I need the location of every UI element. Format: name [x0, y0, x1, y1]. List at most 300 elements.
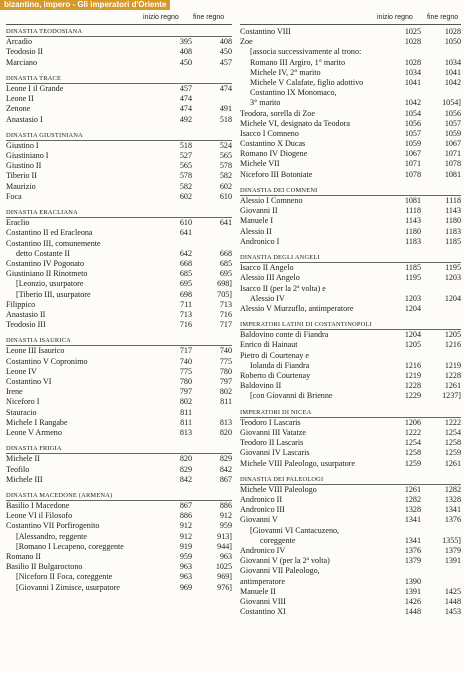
reign-end: 705] — [217, 289, 232, 299]
emperor-row — [240, 438, 461, 448]
emperor-row — [240, 216, 461, 226]
reign-start: 716 — [179, 320, 192, 330]
reign-end: 820 — [219, 427, 232, 437]
left-col-end-header: fine regno — [193, 14, 225, 21]
emperor-name: Arcadio — [6, 37, 33, 47]
emperor-name: Costantino VI — [6, 377, 52, 386]
header-bar — [0, 0, 465, 10]
emperor-name: Costantino X Ducas — [240, 139, 306, 149]
emperor-row — [240, 273, 461, 283]
emperor-name: Leone IV — [6, 366, 37, 376]
reign-start: 1448 — [404, 607, 421, 617]
emperor-name: Zenone — [6, 104, 31, 114]
emperor-row — [240, 304, 461, 314]
emperor-row — [240, 227, 461, 237]
emperor-row — [240, 587, 461, 597]
emperor-name: Maurizio — [6, 181, 36, 191]
emperor-name: Stauracio — [6, 407, 37, 417]
emperor-name: Romano II — [6, 552, 41, 561]
emperor-name: antimperatore — [240, 576, 285, 586]
emperor-row — [240, 37, 461, 47]
reign-end: 1259 — [444, 448, 461, 458]
emperor-name: Teodoro I Lascaris — [240, 417, 301, 427]
reign-start: 1216 — [404, 360, 421, 370]
reign-end: 1056 — [444, 108, 461, 118]
emperor-row — [6, 290, 232, 300]
reign-end: 1355] — [442, 535, 461, 545]
reign-start: 811 — [180, 407, 192, 417]
reign-end: 969] — [217, 572, 232, 582]
emperor-row — [6, 408, 232, 418]
reign-start: 1025 — [404, 27, 421, 36]
emperor-row — [240, 448, 461, 458]
emperor-name: Alessio III Angelo — [240, 273, 300, 283]
emperor-row — [240, 119, 461, 129]
reign-start: 963 — [179, 572, 192, 582]
emperor-row — [240, 196, 461, 206]
emperor-name: [Alessandro, reggente — [16, 531, 88, 541]
emperor-row — [6, 161, 232, 171]
emperor-row — [240, 78, 461, 88]
emperor-name: Giustino II — [6, 161, 42, 171]
emperor-row — [240, 129, 461, 139]
emperor-row — [240, 556, 461, 566]
emperor-row — [240, 68, 461, 78]
reign-end: 1391 — [444, 556, 461, 566]
reign-end: 578 — [219, 161, 232, 171]
reign-end: 1042 — [444, 77, 461, 87]
emperor-name: Zoe — [240, 37, 253, 47]
reign-end: 716 — [219, 309, 232, 319]
emperor-name: Anastasio II — [6, 309, 46, 319]
emperor-row — [240, 206, 461, 216]
emperor-row — [240, 607, 461, 617]
reign-end: 457 — [219, 57, 232, 67]
emperor-row — [240, 361, 461, 371]
emperor-name: Michele II — [6, 454, 40, 464]
emperor-row — [240, 577, 461, 587]
reign-start: 1204 — [404, 303, 421, 313]
emperor-name: Michele V Calafate, figlio adottivo — [250, 77, 364, 87]
reign-end: 717 — [219, 320, 232, 330]
page-title: bizantino, impero - Gli imperatori d'Oriente — [0, 0, 170, 10]
reign-end: 829 — [219, 454, 232, 464]
emperor-row — [240, 109, 461, 119]
left-top-rule — [6, 24, 232, 25]
reign-start: 610 — [179, 218, 192, 228]
reign-start: 1042 — [404, 98, 421, 108]
reign-start: 474 — [179, 94, 192, 104]
reign-end: 1205 — [444, 330, 461, 340]
emperor-name: Alessio II — [240, 226, 272, 236]
dynasty-heading — [240, 408, 461, 418]
dynasty-heading-text: IMPERATORI LATINI DI COSTANTINOPOLI — [240, 321, 372, 329]
reign-end: 685 — [219, 258, 232, 268]
emperor-row — [6, 218, 232, 228]
reign-end: 802 — [219, 387, 232, 397]
emperor-row — [6, 346, 232, 356]
emperor-name: Foca — [6, 191, 22, 201]
emperor-name: Teodora, sorella di Zoe — [240, 108, 315, 118]
emperor-name: Andronico IV — [240, 546, 286, 555]
emperor-row — [6, 37, 232, 47]
reign-start: 740 — [179, 356, 192, 366]
reign-start: 912 — [179, 521, 192, 531]
emperor-name: Anastasio I — [6, 114, 43, 124]
emperor-name: Baldovino II — [240, 381, 282, 391]
emperor-row — [240, 391, 461, 401]
dynasty-heading — [6, 336, 232, 346]
reign-end: 842 — [219, 464, 232, 474]
emperor-row — [6, 300, 232, 310]
emperor-name: Costantino VII Porfirogenito — [6, 521, 100, 531]
reign-end: 775 — [219, 356, 232, 366]
emperor-name: Costantino IX Monomaco, — [250, 88, 337, 98]
left-column — [6, 27, 232, 593]
reign-end: 695 — [219, 269, 232, 279]
reign-start: 1041 — [404, 77, 421, 87]
reign-end: 1054] — [442, 98, 461, 108]
emperor-name: Pietro di Courtenay e — [240, 350, 310, 360]
emperor-row — [240, 284, 461, 294]
emperor-name: Michele VII — [240, 159, 280, 169]
emperor-row — [240, 98, 461, 108]
emperor-name: [Giovanni I Zimisce, usurpatore — [16, 582, 120, 592]
reign-end: 886 — [219, 501, 232, 511]
reign-end: 602 — [219, 181, 232, 191]
reign-end: 1376 — [444, 515, 461, 525]
reign-start: 1204 — [404, 330, 421, 340]
reign-end: 1180 — [445, 216, 461, 226]
reign-end: 1050 — [444, 37, 461, 47]
emperor-name: Teodoro II Lascaris — [240, 438, 304, 448]
emperor-name: Roberto di Courtenay — [240, 371, 311, 380]
right-top-rule — [240, 24, 461, 25]
reign-end: 1071 — [444, 149, 461, 159]
emperor-row — [6, 387, 232, 397]
dynasty-heading-text: DINASTIA ISAURICA — [6, 337, 71, 345]
emperor-name: Costantino VIII — [240, 27, 291, 36]
emperor-name: Marciano — [6, 57, 38, 67]
reign-start: 1328 — [404, 505, 421, 515]
reign-end: 1453 — [444, 607, 461, 617]
reign-end: 811 — [220, 397, 232, 407]
dynasty-heading-text: DINASTIA DEI COMNENI — [240, 186, 318, 194]
emperor-row — [6, 279, 232, 289]
reign-start: 811 — [180, 417, 192, 427]
emperor-row — [6, 367, 232, 377]
reign-end: 1183 — [445, 226, 461, 236]
emperor-name: Michele VIII Paleologo, usurpatore — [240, 458, 355, 468]
emperor-name: Michele III — [6, 474, 43, 484]
reign-start: 1259 — [404, 458, 421, 468]
reign-start: 1034 — [404, 67, 421, 77]
emperor-row — [6, 141, 232, 151]
emperor-row — [240, 428, 461, 438]
emperor-name: Michele IV, 2° marito — [250, 67, 321, 77]
emperor-name: Costantino III, comunemente — [6, 238, 101, 248]
emperor-row — [6, 259, 232, 269]
emperor-name: [Leonzio, usurpatore — [16, 279, 84, 289]
reign-start: 963 — [179, 562, 192, 572]
reign-end: 1204 — [444, 293, 461, 303]
emperor-row — [240, 47, 461, 57]
reign-start: 802 — [179, 397, 192, 407]
emperor-name: Michele I Rangabe — [6, 417, 68, 427]
emperor-row — [240, 330, 461, 340]
reign-end: 450 — [219, 47, 232, 57]
emperor-name: Isacco II (per la 2ª volta) e — [240, 283, 326, 293]
emperor-name: Michele VIII Paleologo — [240, 484, 317, 494]
reign-start: 1282 — [404, 495, 421, 505]
emperor-name: Iolanda di Fiandra — [250, 360, 310, 370]
emperor-name: Alessio V Murzuflo, antimperatore — [240, 303, 354, 313]
reign-end: 641 — [219, 218, 232, 228]
right-col-end-header: fine regno — [427, 14, 459, 21]
reign-start: 457 — [179, 83, 192, 93]
emperor-row — [240, 546, 461, 556]
reign-start: 408 — [179, 47, 192, 57]
emperor-row — [240, 536, 461, 546]
reign-start: 1341 — [404, 515, 421, 525]
emperor-row — [6, 228, 232, 238]
reign-end: 1067 — [444, 139, 461, 149]
emperor-name: Leone V Armeno — [6, 427, 62, 437]
reign-end: 780 — [219, 366, 232, 376]
reign-start: 518 — [179, 140, 192, 150]
reign-start: 1254 — [404, 438, 421, 448]
reign-start: 842 — [179, 474, 192, 484]
reign-start: 668 — [179, 258, 192, 268]
emperor-row — [240, 515, 461, 525]
emperor-row — [6, 377, 232, 387]
reign-start: 492 — [179, 114, 192, 124]
emperor-row — [240, 294, 461, 304]
reign-end: 1195 — [445, 263, 461, 273]
emperor-row — [6, 572, 232, 582]
emperor-name: [Niceforo II Foca, coreggente — [16, 572, 113, 582]
reign-start: 1376 — [404, 546, 421, 555]
emperor-row — [6, 357, 232, 367]
reign-start: 698 — [179, 289, 192, 299]
emperor-row — [240, 566, 461, 576]
dynasty-heading-text: DINASTIA DEGLI ANGELI — [240, 253, 320, 261]
emperor-name: Giovanni VII Paleologo, — [240, 566, 320, 576]
reign-end: 1237] — [442, 391, 461, 401]
reign-end: 1228 — [444, 371, 461, 380]
reign-end: 1254 — [444, 427, 461, 437]
reign-start: 919 — [179, 541, 192, 551]
right-col-start-header: inizio regno — [377, 14, 413, 21]
emperor-name: Andronico II — [240, 495, 283, 505]
dynasty-heading-text: DINASTIA GIUSTINIANA — [6, 131, 83, 139]
reign-end: 1028 — [444, 27, 461, 36]
reign-start: 1426 — [404, 596, 421, 606]
reign-end: 1185 — [445, 236, 461, 246]
emperor-row — [6, 521, 232, 531]
reign-start: 1341 — [404, 535, 421, 545]
emperor-name: [Tiberio III, usurpatore — [16, 289, 91, 299]
emperor-name: Giustiniano I — [6, 151, 49, 161]
emperor-row — [6, 104, 232, 114]
reign-end: 797 — [219, 377, 232, 386]
emperor-name: Teofilo — [6, 464, 30, 474]
left-col-start-header: inizio regno — [143, 14, 179, 21]
emperor-name: Alessio I Comneno — [240, 196, 303, 205]
emperor-name: 3° marito — [250, 98, 281, 108]
reign-end: 1258 — [444, 438, 461, 448]
emperor-name: Giustiniano II Rinotmeto — [6, 269, 88, 279]
reign-start: 1143 — [405, 216, 421, 226]
reign-start: 1067 — [404, 149, 421, 159]
reign-end: 1261 — [444, 381, 461, 391]
emperor-row — [6, 552, 232, 562]
emperor-name: Leone VI il Filosofo — [6, 511, 73, 521]
emperor-row — [240, 237, 461, 247]
reign-end: 524 — [219, 140, 232, 150]
emperor-row — [6, 583, 232, 593]
reign-end: 959 — [219, 521, 232, 531]
dynasty-heading-text: IMPERATORI DI NICEA — [240, 408, 312, 416]
reign-end: 1216 — [444, 340, 461, 350]
reign-start: 1229 — [404, 391, 421, 401]
reign-start: 1118 — [405, 206, 421, 216]
reign-start: 642 — [179, 248, 192, 258]
emperor-row — [6, 94, 232, 104]
emperor-name: Filippico — [6, 299, 36, 309]
reign-end: 976] — [217, 582, 232, 592]
emperor-name: Leone II — [6, 94, 34, 104]
emperor-name: Basilio I Macedone — [6, 501, 70, 511]
emperor-row — [6, 58, 232, 68]
emperor-row — [240, 88, 461, 98]
emperor-row — [6, 151, 232, 161]
emperor-row — [240, 459, 461, 469]
emperor-name: Giovanni III Vatatze — [240, 427, 306, 437]
reign-start: 1028 — [404, 37, 421, 47]
reign-end: 713 — [219, 299, 232, 309]
reign-start: 1261 — [404, 484, 421, 494]
emperor-row — [240, 170, 461, 180]
reign-start: 641 — [179, 228, 192, 238]
emperor-name: Basilio II Bulgaroctono — [6, 562, 83, 572]
emperor-row — [6, 501, 232, 511]
reign-start: 565 — [179, 161, 192, 171]
dynasty-heading — [6, 74, 232, 84]
emperor-name: Giovanni V (per la 2ª volta) — [240, 556, 330, 566]
reign-end: 1203 — [444, 273, 461, 283]
reign-start: 1071 — [404, 159, 421, 169]
emperor-row — [240, 485, 461, 495]
emperor-name: Eraclio — [6, 218, 30, 228]
reign-start: 527 — [179, 151, 192, 161]
emperor-name: Baldovino conte di Fiandra — [240, 330, 329, 340]
reign-start: 780 — [179, 377, 192, 386]
reign-end: 1057 — [444, 118, 461, 128]
reign-start: 886 — [179, 511, 192, 521]
emperor-name: Isacco II Angelo — [240, 263, 294, 273]
emperor-row — [6, 397, 232, 407]
reign-start: 578 — [179, 171, 192, 181]
reign-end: 1261 — [444, 458, 461, 468]
emperor-row — [240, 495, 461, 505]
emperor-row — [6, 454, 232, 464]
dynasty-heading — [240, 320, 461, 330]
emperor-row — [6, 171, 232, 181]
reign-start: 1219 — [404, 371, 421, 380]
reign-end: 963 — [219, 552, 232, 561]
emperor-name: coreggente — [260, 535, 296, 545]
emperor-name: Isacco I Comneno — [240, 128, 299, 138]
emperor-name: Manuele II — [240, 586, 276, 596]
emperor-row — [6, 182, 232, 192]
emperor-name: Romano III Argiro, 1° marito — [250, 57, 346, 67]
reign-start: 813 — [179, 427, 192, 437]
dynasty-heading-text: DINASTIA TRACE — [6, 74, 62, 82]
reign-end: 1059 — [444, 128, 461, 138]
emperor-row — [240, 149, 461, 159]
reign-start: 1185 — [405, 263, 421, 273]
emperor-row — [6, 115, 232, 125]
reign-start: 1059 — [404, 139, 421, 149]
emperor-name: [con Giovanni di Brienne — [250, 391, 333, 401]
emperor-row — [240, 139, 461, 149]
emperor-name: Costantino IV Pogonato — [6, 258, 85, 268]
emperor-row — [6, 532, 232, 542]
reign-start: 450 — [179, 57, 192, 67]
reign-start: 1203 — [404, 293, 421, 303]
emperor-name: Giovanni II — [240, 206, 278, 216]
reign-start: 912 — [179, 531, 192, 541]
reign-start: 582 — [179, 181, 192, 191]
emperor-name: [Giovanni VI Cantacuzeno, — [250, 525, 340, 535]
dynasty-heading — [6, 208, 232, 218]
reign-start: 1081 — [404, 196, 421, 205]
reign-end: 1328 — [444, 495, 461, 505]
reign-end: 1081 — [444, 169, 461, 179]
reign-start: 685 — [179, 269, 192, 279]
reign-start: 1258 — [404, 448, 421, 458]
reign-end: 565 — [219, 151, 232, 161]
emperor-row — [6, 542, 232, 552]
dynasty-heading-text: DINASTIA MACEDONE (ARMENA) — [6, 491, 113, 499]
reign-end: 1222 — [444, 417, 461, 427]
dynasty-heading-text: DINASTIA TEODOSIANA — [6, 28, 83, 35]
reign-start: 1205 — [404, 340, 421, 350]
reign-start: 820 — [179, 454, 192, 464]
emperor-name: Giovanni V — [240, 515, 278, 525]
reign-end: 912 — [219, 511, 232, 521]
reign-end: 1379 — [444, 546, 461, 555]
reign-start: 969 — [179, 582, 192, 592]
reign-start: 959 — [179, 552, 192, 561]
reign-end: 913] — [217, 531, 232, 541]
emperor-row — [6, 475, 232, 485]
right-column — [240, 27, 461, 617]
emperor-row — [240, 418, 461, 428]
reign-end: 1041 — [444, 67, 461, 77]
emperor-name: Costantino II ed Eracleona — [6, 228, 93, 238]
emperor-row — [240, 27, 461, 37]
reign-end: 944] — [217, 541, 232, 551]
reign-end: 1078 — [444, 159, 461, 169]
emperor-name: Niceforo I — [6, 397, 40, 407]
dynasty-heading — [6, 27, 232, 37]
emperor-row — [6, 320, 232, 330]
reign-start: 1222 — [404, 427, 421, 437]
reign-start: 1228 — [404, 381, 421, 391]
emperor-name: Costantino XI — [240, 607, 286, 617]
